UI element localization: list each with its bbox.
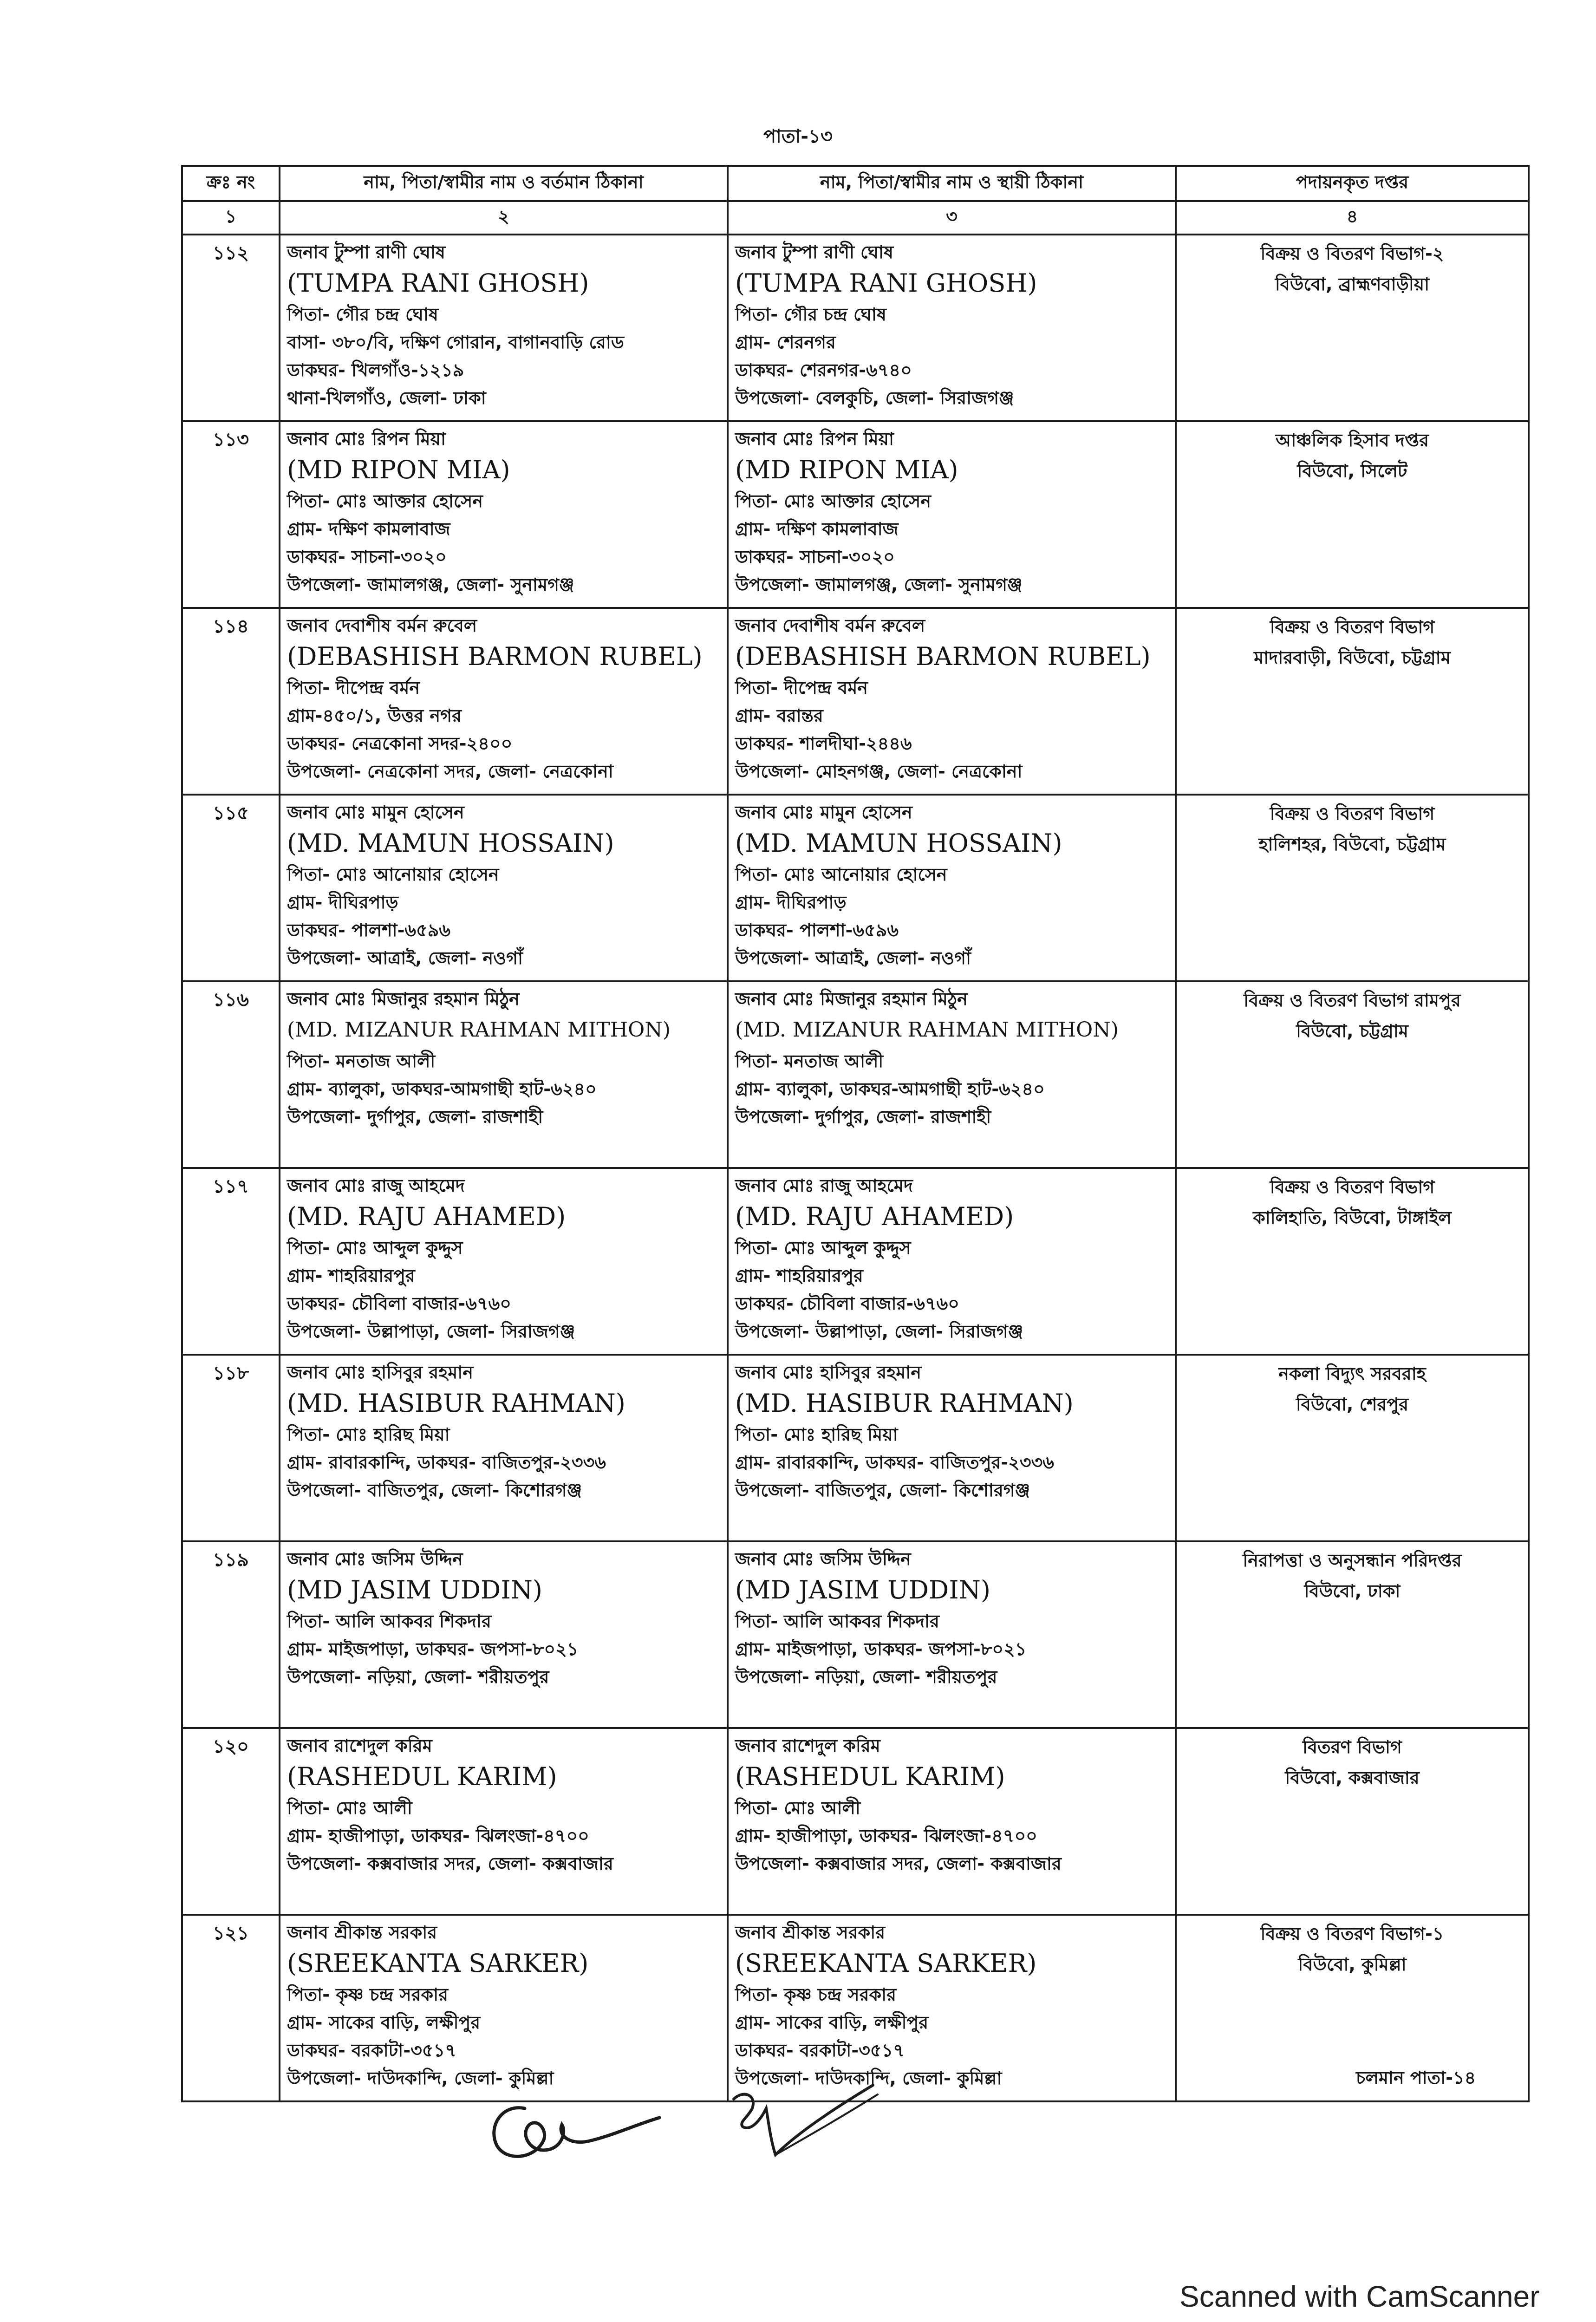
address-line: জনাব মোঃ মিজানুর রহমান মিঠুন xyxy=(735,989,968,1009)
address-line: পিতা- মোঃ আক্তার হোসেন xyxy=(735,491,932,511)
permanent-address-cell xyxy=(728,795,1176,981)
office-line: মাদারবাড়ী, বিউবো, চট্টগ্রাম xyxy=(1254,647,1451,668)
address-line: জনাব মোঃ মামুন হোসেন xyxy=(735,802,912,822)
serial-number: ১১৯ xyxy=(182,1541,280,1728)
table-row xyxy=(182,795,1529,981)
office-line: বিউবো, কক্সবাজার xyxy=(1285,1768,1420,1788)
english-name: (RASHEDUL KARIM) xyxy=(287,1762,557,1791)
column-number: ২ xyxy=(280,201,728,235)
address-line: গ্রাম- হাজীপাড়া, ডাকঘর- ঝিলংজা-৪৭০০ xyxy=(735,1826,1037,1846)
office-cell xyxy=(1176,981,1529,1168)
office-cell xyxy=(1176,421,1529,608)
english-name: (MD. MIZANUR RAHMAN MITHON) xyxy=(735,1018,1119,1042)
table-header-row xyxy=(182,166,1529,201)
address-line: জনাব মোঃ মামুন হোসেন xyxy=(287,802,464,822)
column-number: ১ xyxy=(182,201,280,235)
present-address-cell xyxy=(280,1541,728,1728)
address-line: জনাব রাশেদুল করিম xyxy=(735,1735,880,1756)
address-line: গ্রাম- দক্ষিণ কামলাবাজ xyxy=(287,519,450,539)
address-line: জনাব রাশেদুল করিম xyxy=(287,1735,432,1756)
address-line: গ্রাম- ব্যালুকা, ডাকঘর-আমগাছী হাট-৬২৪০ xyxy=(735,1079,1045,1099)
english-name: (TUMPA RANI GHOSH) xyxy=(287,268,589,298)
address-line: উপজেলা- জামালগঞ্জ, জেলা- সুনামগঞ্জ xyxy=(287,574,574,595)
office-cell xyxy=(1176,1355,1529,1541)
address-line: উপজেলা- নড়িয়া, জেলা- শরীয়তপুর xyxy=(735,1667,997,1687)
address-line: ডাকঘর- সাচনা-৩০২০ xyxy=(287,547,447,567)
column-number: ৪ xyxy=(1176,201,1529,235)
signature-left xyxy=(474,2081,669,2173)
serial-number: ১২১ xyxy=(182,1915,280,2101)
office-line: বিউবো, শেরপুর xyxy=(1296,1394,1409,1415)
serial-number: ১১৪ xyxy=(182,608,280,795)
office-line: বিতরণ বিভাগ xyxy=(1303,1737,1402,1757)
address-line: পিতা- মোঃ আক্তার হোসেন xyxy=(287,491,483,511)
present-address-cell xyxy=(280,795,728,981)
present-address-cell xyxy=(280,981,728,1168)
address-line: পিতা- গৌর চন্দ্র ঘোষ xyxy=(287,304,438,325)
office-line: নকলা বিদ্যুৎ সরবরাহ xyxy=(1278,1363,1426,1384)
permanent-address-cell xyxy=(728,1541,1176,1728)
office-line: বিক্রয় ও বিতরণ বিভাগ xyxy=(1270,803,1435,824)
address-line: পিতা- দীপেন্দ্র বর্মন xyxy=(287,678,420,698)
appointment-table xyxy=(181,165,1530,2102)
address-line: পিতা- মোঃ আলী xyxy=(735,1798,860,1818)
office-cell xyxy=(1176,1168,1529,1355)
address-line: জনাব শ্রীকান্ত সরকার xyxy=(735,1922,886,1943)
address-line: জনাব মোঃ জসিম উদ্দিন xyxy=(287,1549,463,1569)
office-line: বিক্রয় ও বিতরণ বিভাগ রামপুর xyxy=(1244,990,1461,1011)
permanent-address-cell xyxy=(728,235,1176,421)
header-office: পদায়নকৃত দপ্তর xyxy=(1176,166,1529,201)
address-line: উপজেলা- আত্রাই, জেলা- নওগাঁ xyxy=(735,948,971,968)
address-line: জনাব দেবাশীষ বর্মন রুবেল xyxy=(287,615,477,636)
address-line: গ্রাম- সাকের বাড়ি, লক্ষীপুর xyxy=(735,2012,929,2033)
address-line: উপজেলা- দুর্গাপুর, জেলা- রাজশাহী xyxy=(735,1107,991,1127)
english-name: (MD. MAMUN HOSSAIN) xyxy=(287,828,614,858)
address-line: পিতা- আলি আকবর শিকদার xyxy=(735,1611,939,1631)
address-line: গ্রাম- মাইজপাড়া, ডাকঘর- জপসা-৮০২১ xyxy=(287,1639,579,1659)
permanent-address-cell xyxy=(728,421,1176,608)
office-line: বিক্রয় ও বিতরণ বিভাগ-১ xyxy=(1260,1924,1444,1944)
address-line: পিতা- গৌর চন্দ্র ঘোষ xyxy=(735,304,886,325)
office-line: বিক্রয় ও বিতরণ বিভাগ xyxy=(1270,617,1435,637)
english-name: (MD. RAJU AHAMED) xyxy=(735,1202,1014,1231)
english-name: (DEBASHISH BARMON RUBEL) xyxy=(735,642,1151,671)
address-line: ডাকঘর- চৌবিলা বাজার-৬৭৬০ xyxy=(287,1293,512,1314)
table-row xyxy=(182,235,1529,421)
office-line: আঞ্চলিক হিসাব দপ্তর xyxy=(1276,430,1429,450)
office-line: বিউবো, সিলেট xyxy=(1297,461,1407,481)
english-name: (DEBASHISH BARMON RUBEL) xyxy=(287,642,703,671)
address-line: জনাব মোঃ মিজানুর রহমান মিঠুন xyxy=(287,989,520,1009)
present-address-cell xyxy=(280,1915,728,2101)
header-serial: ক্রঃ নং xyxy=(182,166,280,201)
address-line: গ্রাম-৪৫০/১, উত্তর নগর xyxy=(287,705,462,726)
address-line: পিতা- মোঃ আব্দুল কুদ্দুস xyxy=(287,1238,463,1258)
permanent-address-cell xyxy=(728,1168,1176,1355)
address-line: পিতা- মনতাজ আলী xyxy=(735,1051,884,1071)
address-line: গ্রাম- শাহরিয়ারপুর xyxy=(735,1265,863,1286)
address-line: গ্রাম- হাজীপাড়া, ডাকঘর- ঝিলংজা-৪৭০০ xyxy=(287,1826,589,1846)
address-line: গ্রাম- দক্ষিণ কামলাবাজ xyxy=(735,519,899,539)
permanent-address-cell xyxy=(728,1355,1176,1541)
office-cell xyxy=(1176,1541,1529,1728)
address-line: উপজেলা- দাউদকান্দি, জেলা- কুমিল্লা xyxy=(735,2068,1002,2088)
present-address-cell xyxy=(280,1728,728,1915)
table-row xyxy=(182,1168,1529,1355)
address-line: পিতা- কৃষ্ণ চন্দ্র সরকার xyxy=(735,1984,897,2005)
english-name: (MD. MIZANUR RAHMAN MITHON) xyxy=(287,1018,671,1042)
address-line: জনাব মোঃ হাসিবুর রহমান xyxy=(287,1362,474,1383)
table-row xyxy=(182,981,1529,1168)
column-number-row xyxy=(182,201,1529,235)
address-line: জনাব মোঃ রাজু আহমেদ xyxy=(735,1175,913,1196)
office-line: বিউবো, কুমিল্লা xyxy=(1298,1954,1407,1975)
permanent-address-cell xyxy=(728,608,1176,795)
address-line: ডাকঘর- খিলগাঁও-১২১৯ xyxy=(287,360,464,380)
page-number: পাতা-১৩ xyxy=(763,126,833,147)
address-line: জনাব দেবাশীষ বর্মন রুবেল xyxy=(735,615,925,636)
address-line: জনাব মোঃ রিপন মিয়া xyxy=(735,429,894,449)
address-line: পিতা- মনতাজ আলী xyxy=(287,1051,436,1071)
address-line: ডাকঘর- পালশা-৬৫৯৬ xyxy=(287,920,451,940)
present-address-cell xyxy=(280,1355,728,1541)
office-line: বিক্রয় ও বিতরণ বিভাগ xyxy=(1270,1177,1435,1197)
office-line: কালিহাতি, বিউবো, টাঙ্গাইল xyxy=(1253,1207,1452,1228)
address-line: পিতা- মোঃ আনোয়ার হোসেন xyxy=(735,864,947,885)
office-line: বিউবো, চট্টগ্রাম xyxy=(1296,1021,1408,1041)
address-line: পিতা- দীপেন্দ্র বর্মন xyxy=(735,678,868,698)
address-line: জনাব মোঃ রিপন মিয়া xyxy=(287,429,446,449)
address-line: গ্রাম- মাইজপাড়া, ডাকঘর- জপসা-৮০২১ xyxy=(735,1639,1027,1659)
address-line: জনাব টুম্পা রাণী ঘোষ xyxy=(735,242,893,262)
address-line: গ্রাম- রাবারকান্দি, ডাকঘর- বাজিতপুর-২৩৩৬ xyxy=(287,1452,606,1473)
address-line: উপজেলা- মোহনগঞ্জ, জেলা- নেত্রকোনা xyxy=(735,761,1023,782)
address-line: উপজেলা- আত্রাই, জেলা- নওগাঁ xyxy=(287,948,523,968)
english-name: (MD. MAMUN HOSSAIN) xyxy=(735,828,1062,858)
office-line: হালিশহর, বিউবো, চট্টগ্রাম xyxy=(1258,834,1446,854)
english-name: (MD JASIM UDDIN) xyxy=(287,1575,542,1605)
address-line: উপজেলা- জামালগঞ্জ, জেলা- সুনামগঞ্জ xyxy=(735,574,1023,595)
english-name: (MD RIPON MIA) xyxy=(287,455,510,484)
table-row xyxy=(182,1355,1529,1541)
table-row xyxy=(182,608,1529,795)
column-number: ৩ xyxy=(728,201,1176,235)
address-line: উপজেলা- বেলকুচি, জেলা- সিরাজগঞ্জ xyxy=(735,388,1014,408)
office-cell xyxy=(1176,235,1529,421)
address-line: উপজেলা- কক্সবাজার সদর, জেলা- কক্সবাজার xyxy=(735,1853,1062,1874)
header-present-address: নাম, পিতা/স্বামীর নাম ও বর্তমান ঠিকানা xyxy=(280,166,728,201)
permanent-address-cell xyxy=(728,1728,1176,1915)
english-name: (MD JASIM UDDIN) xyxy=(735,1575,990,1605)
address-line: গ্রাম- দীঘিরপাড় xyxy=(735,892,847,913)
address-line: বাসা- ৩৮০/বি, দক্ষিণ গোরান, বাগানবাড়ি রোড xyxy=(287,332,624,352)
address-line: ডাকঘর- শালদীঘা-২৪৪৬ xyxy=(735,733,912,754)
address-line: থানা-খিলগাঁও, জেলা- ঢাকা xyxy=(287,388,486,408)
address-line: গ্রাম- বরান্তর xyxy=(735,705,823,726)
scanner-watermark: Scanned with CamScanner xyxy=(1179,2280,1540,2313)
address-line: উপজেলা- দাউদকান্দি, জেলা- কুমিল্লা xyxy=(287,2068,554,2088)
office-line: বিউবো, ঢাকা xyxy=(1304,1581,1401,1601)
address-line: পিতা- মোঃ আব্দুল কুদ্দুস xyxy=(735,1238,911,1258)
next-page-note: চলমান পাতা-১৪ xyxy=(1356,2068,1476,2088)
address-line: গ্রাম- ব্যালুকা, ডাকঘর-আমগাছী হাট-৬২৪০ xyxy=(287,1079,597,1099)
address-line: ডাকঘর- সাচনা-৩০২০ xyxy=(735,547,895,567)
address-line: জনাব শ্রীকান্ত সরকার xyxy=(287,1922,437,1943)
address-line: পিতা- মোঃ আনোয়ার হোসেন xyxy=(287,864,499,885)
address-line: উপজেলা- উল্লাপাড়া, জেলা- সিরাজগঞ্জ xyxy=(735,1321,1023,1342)
address-line: পিতা- আলি আকবর শিকদার xyxy=(287,1611,491,1631)
office-cell xyxy=(1176,608,1529,795)
english-name: (MD. RAJU AHAMED) xyxy=(287,1202,566,1231)
address-line: উপজেলা- কক্সবাজার সদর, জেলা- কক্সবাজার xyxy=(287,1853,613,1874)
address-line: উপজেলা- উল্লাপাড়া, জেলা- সিরাজগঞ্জ xyxy=(287,1321,575,1342)
address-line: গ্রাম- সাকের বাড়ি, লক্ষীপুর xyxy=(287,2012,481,2033)
address-line: গ্রাম- রাবারকান্দি, ডাকঘর- বাজিতপুর-২৩৩৬ xyxy=(735,1452,1055,1473)
address-line: গ্রাম- শাহরিয়ারপুর xyxy=(287,1265,415,1286)
english-name: (MD RIPON MIA) xyxy=(735,455,958,484)
office-cell xyxy=(1176,1728,1529,1915)
table-row xyxy=(182,421,1529,608)
office-line: নিরাপত্তা ও অনুসন্ধান পরিদপ্তর xyxy=(1243,1550,1462,1571)
serial-number: ১১৬ xyxy=(182,981,280,1168)
english-name: (SREEKANTA SARKER) xyxy=(287,1949,589,1978)
table-row xyxy=(182,1541,1529,1728)
address-line: পিতা- মোঃ হারিছ মিয়া xyxy=(287,1424,450,1445)
address-line: গ্রাম- দীঘিরপাড় xyxy=(287,892,398,913)
address-line: গ্রাম- শেরনগর xyxy=(735,332,836,352)
serial-number: ১১৫ xyxy=(182,795,280,981)
serial-number: ১২০ xyxy=(182,1728,280,1915)
office-line: বিউবো, ব্রাহ্মণবাড়ীয়া xyxy=(1275,274,1430,294)
english-name: (RASHEDUL KARIM) xyxy=(735,1762,1005,1791)
serial-number: ১১৭ xyxy=(182,1168,280,1355)
address-line: উপজেলা- বাজিতপুর, জেলা- কিশোরগঞ্জ xyxy=(287,1480,582,1500)
english-name: (TUMPA RANI GHOSH) xyxy=(735,268,1037,298)
serial-number: ১১২ xyxy=(182,235,280,421)
address-line: ডাকঘর- চৌবিলা বাজার-৬৭৬০ xyxy=(735,1293,960,1314)
serial-number: ১১৩ xyxy=(182,421,280,608)
address-line: পিতা- কৃষ্ণ চন্দ্র সরকার xyxy=(287,1984,449,2005)
present-address-cell xyxy=(280,235,728,421)
header-permanent-address: নাম, পিতা/স্বামীর নাম ও স্থায়ী ঠিকানা xyxy=(728,166,1176,201)
address-line: ডাকঘর- বরকাটা-৩৫১৭ xyxy=(735,2040,905,2061)
address-line: ডাকঘর- শেরনগর-৬৭৪০ xyxy=(735,360,912,380)
office-cell xyxy=(1176,795,1529,981)
office-line: বিক্রয় ও বিতরণ বিভাগ-২ xyxy=(1260,243,1444,264)
present-address-cell xyxy=(280,421,728,608)
address-line: পিতা- মোঃ হারিছ মিয়া xyxy=(735,1424,898,1445)
english-name: (MD. HASIBUR RAHMAN) xyxy=(287,1389,625,1418)
address-line: উপজেলা- নেত্রকোনা সদর, জেলা- নেত্রকোনা xyxy=(287,761,613,782)
address-line: উপজেলা- নড়িয়া, জেলা- শরীয়তপুর xyxy=(287,1667,549,1687)
present-address-cell xyxy=(280,1168,728,1355)
address-line: জনাব মোঃ হাসিবুর রহমান xyxy=(735,1362,922,1383)
present-address-cell xyxy=(280,608,728,795)
address-line: জনাব মোঃ জসিম উদ্দিন xyxy=(735,1549,911,1569)
address-line: জনাব টুম্পা রাণী ঘোষ xyxy=(287,242,445,262)
address-line: জনাব মোঃ রাজু আহমেদ xyxy=(287,1175,465,1196)
signature-right xyxy=(724,2071,882,2173)
english-name: (SREEKANTA SARKER) xyxy=(735,1949,1037,1978)
address-line: ডাকঘর- পালশা-৬৫৯৬ xyxy=(735,920,899,940)
address-line: ডাকঘর- নেত্রকোনা সদর-২৪০০ xyxy=(287,733,513,754)
address-line: ডাকঘর- বরকাটা-৩৫১৭ xyxy=(287,2040,456,2061)
address-line: উপজেলা- দুর্গাপুর, জেলা- রাজশাহী xyxy=(287,1107,543,1127)
address-line: উপজেলা- বাজিতপুর, জেলা- কিশোরগঞ্জ xyxy=(735,1480,1030,1500)
serial-number: ১১৮ xyxy=(182,1355,280,1541)
permanent-address-cell xyxy=(728,981,1176,1168)
address-line: পিতা- মোঃ আলী xyxy=(287,1798,412,1818)
english-name: (MD. HASIBUR RAHMAN) xyxy=(735,1389,1074,1418)
table-row xyxy=(182,1728,1529,1915)
